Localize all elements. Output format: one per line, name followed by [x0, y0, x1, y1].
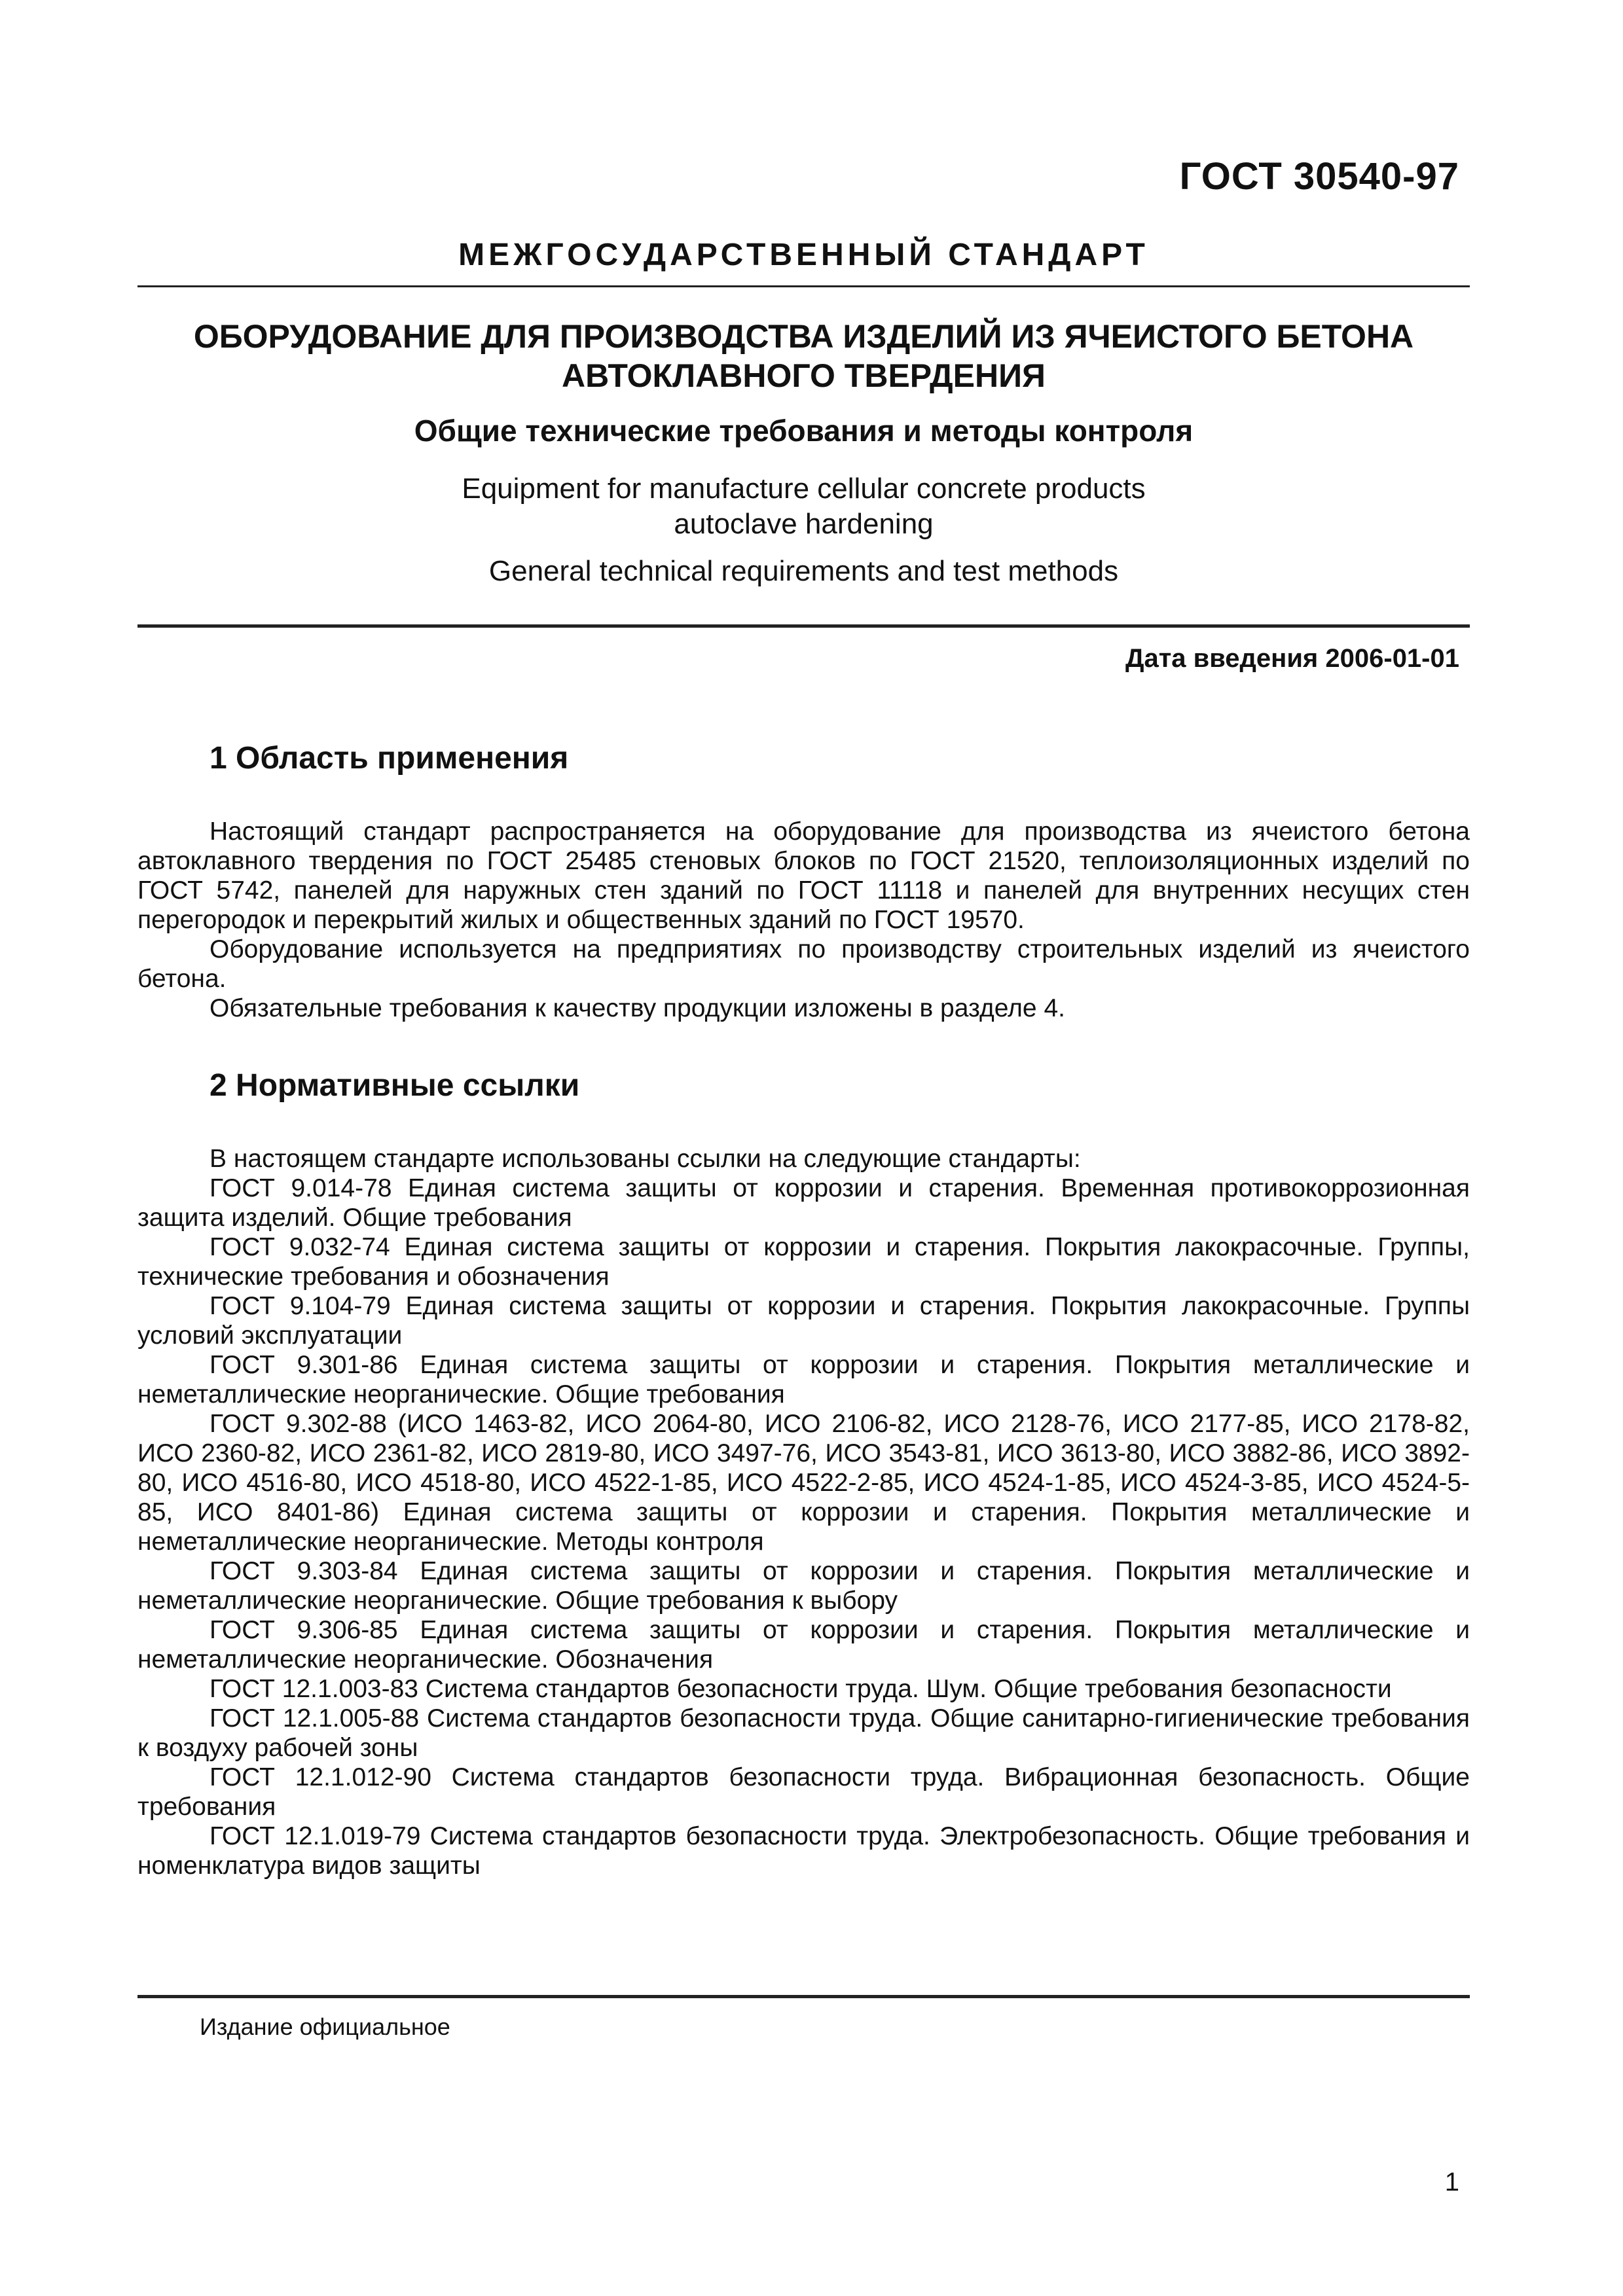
reference-item: ГОСТ 9.104-79 Единая система защиты от коррозии и старения. Покрытия лакокрасочные. Группы условий эксплуатации: [137, 1292, 1470, 1350]
title-ru: [137, 317, 1470, 395]
reference-item: ГОСТ 9.302-88 (ИСО 1463-82, ИСО 2064-80, ИСО 2106-82, ИСО 2128-76, ИСО 2177-85, ИСО 2178-82, ИСО 2360-82, ИСО 2361-82, ИСО 2819-80, ИСО 3497-76, ИСО 3543-81, ИСО 3613-80, ИСО 3882-86, ИСО 3892-80, ИСО 4516-80, ИСО 4518-80, ИСО 4522-1-85, ИСО 4522-2-85, ИСО 4524-1-85, ИСО 4524-3-85, ИСО 4524-5-85, ИСО 8401-86) Единая система защиты от коррозии и старения. Покрытия металлические и неметаллические неорганические. Методы контроля: [137, 1410, 1470, 1556]
document-code: ГОСТ 30540-97: [1179, 155, 1459, 198]
title-block: [137, 317, 1470, 589]
official-edition-note: Издание официальное: [200, 2013, 450, 2040]
reference-item: ГОСТ 12.1.019-79 Система стандартов безопасности труда. Электробезопасность. Общие требования и номенклатура видов защиты: [137, 1822, 1470, 1880]
reference-item: ГОСТ 9.306-85 Единая система защиты от коррозии и старения. Покрытия металлические и неметаллические неорганические. Обозначения: [137, 1616, 1470, 1674]
section-scope: [137, 740, 1470, 1023]
paragraph: В настоящем стандарте использованы ссылки на следующие стандарты:: [210, 1145, 1081, 1173]
reference-item: ГОСТ 9.014-78 Единая система защиты от коррозии и старения. Временная противокоррозионная защита изделий. Общие требования: [137, 1174, 1470, 1232]
paragraph: Настоящий стандарт распространяется на оборудование для производства из ячеистого бетона автоклавного твердения по ГОСТ 25485 стеновых блоков по ГОСТ 21520, теплоизоляционных изделий по ГОСТ 5742, панелей для наружных стен зданий по ГОСТ 11118 и панелей для внутренних несущих стен перегородок и перекрытий жилых и общественных зданий по ГОСТ 19570.: [137, 817, 1470, 934]
paragraph: Оборудование используется на предприятиях по производству строительных изделий из ячеистого бетона.: [137, 935, 1470, 993]
reference-item: ГОСТ 12.1.005-88 Система стандартов безопасности труда. Общие санитарно-гигиенические требования к воздуху рабочей зоны: [137, 1704, 1470, 1762]
title-en-line1: Equipment for manufacture cellular concrete products: [462, 473, 1146, 505]
footer-divider: [137, 1995, 1470, 1998]
introduction-date: Дата введения 2006-01-01: [1125, 644, 1459, 673]
section-heading: 1 Область применения: [210, 741, 569, 776]
section-normative-references: [137, 1067, 1470, 1880]
reference-item: ГОСТ 9.303-84 Единая система защиты от коррозии и старения. Покрытия металлические и неметаллические неорганические. Общие требования к выбору: [137, 1557, 1470, 1615]
header-divider: [137, 285, 1470, 287]
title-ru-line1: ОБОРУДОВАНИЕ ДЛЯ ПРОИЗВОДСТВА ИЗДЕЛИЙ ИЗ ЯЧЕИСТОГО БЕТОНА: [193, 318, 1414, 355]
reference-item: ГОСТ 9.301-86 Единая система защиты от коррозии и старения. Покрытия металлические и неметаллические неорганические. Общие требования: [137, 1351, 1470, 1408]
title-ru-line2: АВТОКЛАВНОГО ТВЕРДЕНИЯ: [562, 357, 1046, 394]
reference-item: ГОСТ 12.1.012-90 Система стандартов безопасности труда. Вибрационная безопасность. Общие требования: [137, 1763, 1470, 1821]
subtitle-ru: Общие технические требования и методы контроля: [414, 414, 1194, 448]
reference-item: ГОСТ 12.1.003-83 Система стандартов безопасности труда. Шум. Общие требования безопасности: [210, 1675, 1392, 1703]
page-number: 1: [1444, 2168, 1459, 2197]
title-divider: [137, 624, 1470, 628]
subtitle-en: General technical requirements and test methods: [488, 555, 1119, 587]
section-heading: 2 Нормативные ссылки: [210, 1068, 580, 1103]
title-en: [137, 471, 1470, 542]
reference-item: ГОСТ 9.032-74 Единая система защиты от коррозии и старения. Покрытия лакокрасочные. Группы, технические требования и обозначения: [137, 1233, 1470, 1291]
standard-type: МЕЖГОСУДАРСТВЕННЫЙ СТАНДАРТ: [458, 238, 1149, 272]
paragraph: Обязательные требования к качеству продукции изложены в разделе 4.: [210, 994, 1065, 1022]
title-en-line2: autoclave hardening: [674, 508, 934, 540]
